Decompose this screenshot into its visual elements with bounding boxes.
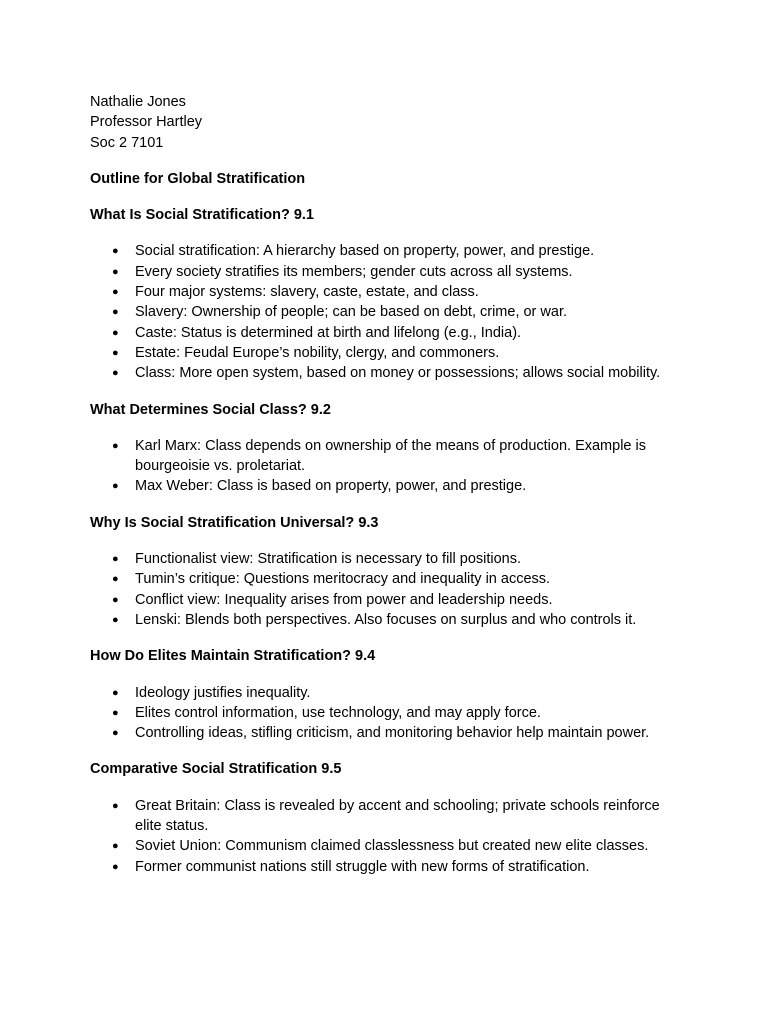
list-item [90, 262, 690, 282]
list-item [90, 590, 690, 610]
bullet-list [90, 241, 690, 383]
outline-section [90, 205, 690, 383]
bullet-icon: ● [112, 480, 119, 493]
list-item-text: Four major systems: slavery, caste, estate, and class. [135, 284, 479, 301]
section-heading: How Do Elites Maintain Stratification? 9.4 [90, 648, 376, 665]
list-item-text: Ideology justifies inequality. [135, 684, 311, 701]
bullet-icon: ● [112, 613, 119, 626]
list-item-text: Controlling ideas, stifling criticism, and monitoring behavior help maintain power. [135, 725, 650, 742]
list-item-text: Class: More open system, based on money or possessions; allows social mobility. [135, 365, 661, 382]
list-item-text: Every society stratifies its members; gender cuts across all systems. [135, 263, 573, 280]
list-item-text: Caste: Status is determined at birth and lifelong (e.g., India). [135, 324, 522, 341]
bullet-icon: ● [112, 799, 119, 812]
list-item [90, 836, 690, 856]
list-item [90, 610, 690, 630]
professor-name: Professor Hartley [90, 114, 203, 131]
list-item [90, 683, 690, 703]
list-item [90, 796, 690, 837]
list-item [90, 857, 690, 877]
list-item-text: Tumin’s critique: Questions meritocracy and inequality in access. [135, 571, 551, 588]
document-title: Outline for Global Stratification [90, 170, 306, 187]
list-item [90, 549, 690, 569]
outline-section [90, 759, 690, 876]
list-item-text: Elites control information, use technology, and may apply force. [135, 704, 541, 721]
outline-section [90, 646, 690, 743]
bullet-list [90, 549, 690, 630]
list-item [90, 476, 690, 496]
list-item-text: Great Britain: Class is revealed by accent and schooling; private schools reinforce elite status. [135, 797, 660, 835]
list-item-text: Lenski: Blends both perspectives. Also focuses on surplus and who controls it. [135, 611, 637, 628]
list-item [90, 302, 690, 322]
list-item-text: Social stratification: A hierarchy based on property, power, and prestige. [135, 243, 595, 260]
bullet-icon: ● [112, 686, 119, 699]
document-page [90, 92, 690, 877]
bullet-icon: ● [112, 706, 119, 719]
bullet-list [90, 796, 690, 877]
section-heading: Comparative Social Stratification 9.5 [90, 761, 342, 778]
bullet-list [90, 683, 690, 744]
bullet-icon: ● [112, 553, 119, 566]
bullet-icon: ● [112, 346, 119, 359]
list-item [90, 282, 690, 302]
bullet-icon: ● [112, 367, 119, 380]
bullet-icon: ● [112, 245, 119, 258]
list-item [90, 723, 690, 743]
list-item-text: Functionalist view: Stratification is necessary to fill positions. [135, 551, 522, 568]
list-item-text: Max Weber: Class is based on property, power, and prestige. [135, 478, 527, 495]
list-item-text: Estate: Feudal Europe’s nobility, clergy, and commoners. [135, 344, 500, 361]
bullet-icon: ● [112, 326, 119, 339]
list-item-text: Conflict view: Inequality arises from power and leadership needs. [135, 591, 553, 608]
list-item [90, 363, 690, 383]
bullet-icon: ● [112, 306, 119, 319]
outline-section [90, 400, 690, 497]
list-item-text: Karl Marx: Class depends on ownership of the means of production. Example is bourgeoisie vs. proletariat. [135, 437, 646, 475]
bullet-icon: ● [112, 439, 119, 452]
author-name: Nathalie Jones [90, 94, 186, 110]
list-item [90, 241, 690, 261]
list-item [90, 703, 690, 723]
list-item [90, 436, 690, 477]
bullet-icon: ● [112, 286, 119, 299]
list-item [90, 343, 690, 363]
outline-sections [90, 205, 690, 877]
course-code: Soc 2 7101 [90, 134, 164, 151]
section-heading: What Determines Social Class? 9.2 [90, 401, 331, 418]
list-item-text: Former communist nations still struggle with new forms of stratification. [135, 858, 590, 875]
list-item-text: Slavery: Ownership of people; can be based on debt, crime, or war. [135, 304, 568, 321]
bullet-icon: ● [112, 265, 119, 278]
outline-section [90, 513, 690, 630]
list-item [90, 569, 690, 589]
list-item-text: Soviet Union: Communism claimed classlessness but created new elite classes. [135, 838, 649, 855]
list-item [90, 323, 690, 343]
section-heading: Why Is Social Stratification Universal? 9.3 [90, 514, 379, 531]
bullet-icon: ● [112, 593, 119, 606]
bullet-icon: ● [112, 573, 119, 586]
bullet-icon: ● [112, 860, 119, 873]
bullet-icon: ● [112, 840, 119, 853]
bullet-icon: ● [112, 727, 119, 740]
bullet-list [90, 436, 690, 497]
section-heading: What Is Social Stratification? 9.1 [90, 207, 314, 224]
